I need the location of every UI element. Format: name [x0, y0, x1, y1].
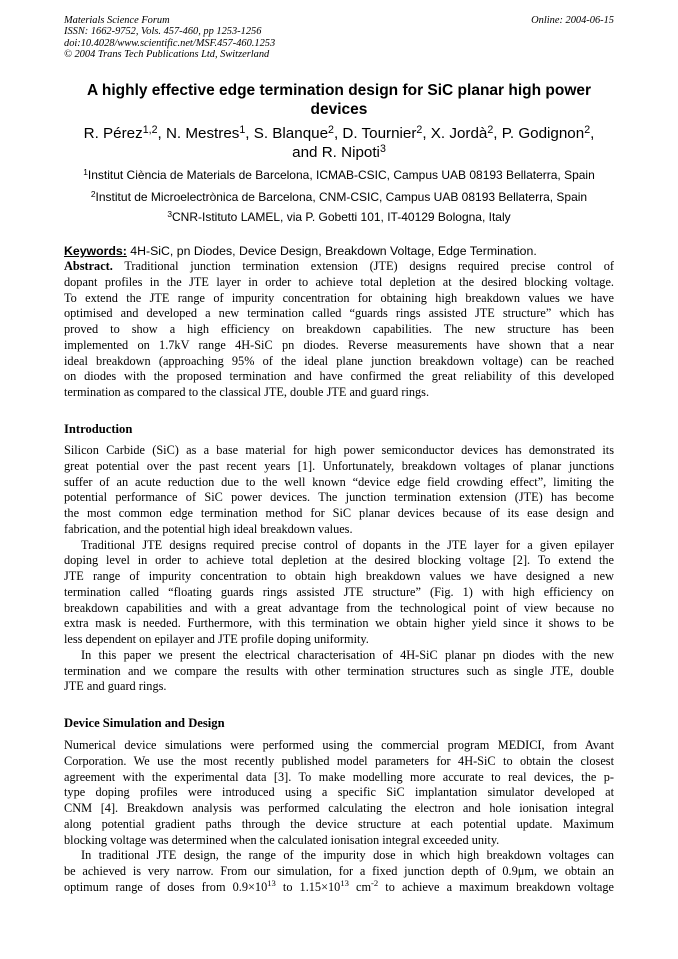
intro-line: suffer of an acute reduction due to the well known “device edge field crowding effect”, limiting the	[64, 474, 614, 489]
abstract-line: on diodes with the proposed termination and have confirmed the great reliability of this developed	[64, 369, 614, 384]
title-line-1: A highly effective edge termination design for SiC planar high power	[86, 82, 592, 99]
device-simulation-body	[64, 738, 614, 896]
device-line: blocking voltage was determined when the calculated ionisation integral exceeded unity.	[64, 832, 500, 847]
device-line: In traditional JTE design, the range of the impurity dose in which high breakdown voltages can	[81, 848, 614, 863]
keywords	[64, 244, 614, 258]
abstract-label: Abstract.	[64, 259, 113, 273]
paper-title	[64, 82, 614, 119]
affiliation-3	[64, 210, 614, 224]
abstract-line: proved to show a high efficiency on breakdown capabilities. The new structure has been	[64, 322, 614, 336]
intro-line: the most common edge termination method for SiC planar devices because of its ease design and	[64, 506, 614, 520]
author-name: and R. Nipoti	[292, 144, 380, 161]
abstract	[64, 259, 614, 401]
author-name: , P. Godignon	[493, 125, 585, 142]
title-line-2: devices	[310, 100, 368, 118]
keywords-text: 4H-SiC, pn Diodes, Device Design, Breakdown Voltage, Edge Termination.	[126, 244, 537, 258]
author-name: , S. Blanque	[245, 125, 329, 142]
author-separator: ,	[590, 125, 595, 142]
copyright-line: © 2004 Trans Tech Publications Ltd, Switzerland	[64, 48, 270, 60]
intro-line: Traditional JTE designs required precise control of dopants in the JTE layer for a given epilayer	[81, 537, 614, 552]
author-name: , N. Mestres	[157, 125, 240, 142]
affiliation-text: CNR-Istituto LAMEL, via P. Gobetti 101, IT-40129 Bologna, Italy	[172, 210, 511, 224]
abstract-line: implemented on 1.7kV range 4H-SiC pn diodes. Reverse measurements have shown that a near	[64, 337, 614, 352]
keywords-label: Keywords:	[64, 244, 127, 258]
abstract-line: Abstract. Traditional junction termination extension (JTE) designs required precise control of	[64, 259, 614, 273]
device-line: agreement with the experimental data [3]. To make modelling more accurate to real devices, the p-	[64, 769, 614, 784]
author-affil-sup: 2	[584, 123, 591, 136]
section-heading-introduction: Introduction	[64, 422, 133, 436]
intro-line: In this paper we present the electrical characterisation of 4H-SiC planar pn diodes with the new	[81, 647, 614, 662]
intro-line: Silicon Carbide (SiC) as a base material for high power semiconductor devices has demonstrated its	[64, 443, 614, 457]
intro-line: termination and we compare the results with other termination structures such as single JTE, double	[64, 663, 614, 678]
device-line: Numerical device simulations were performed using the commercial program MEDICI, from Avant	[64, 738, 614, 752]
intro-line: doping level in order to achieve total depletion at the desired blocking voltage [2]. To extend the	[64, 553, 614, 568]
device-line: optimum range of doses from $0.9\times 10^{13}$ to $1.15\times 10^{13}$ $cm^{-2}$ to achieve a maximum breakdown voltage	[64, 879, 614, 894]
device-line: along potential gradient paths through the device structure at each potential update. Maximum	[64, 816, 614, 831]
abstract-line: To extend the JTE range of impurity concentration for obtaining high breakdown values we have	[64, 290, 614, 305]
intro-line: breakdown capabilities and with a great advantage from the technological point of view because no	[64, 600, 614, 615]
intro-line: less dependent on epilayer and JTE profile doping uniformity.	[64, 632, 369, 646]
author-affil-sup: 1	[239, 123, 246, 136]
journal-name: Materials Science Forum	[64, 15, 170, 26]
affiliation-sup: 3	[167, 208, 173, 219]
affiliation-sup: 2	[90, 188, 96, 199]
device-line: CNM [4]. Breakdown analysis was performed calculating the electron and hole ionisation integral	[64, 801, 614, 815]
intro-line: termination called “floating guards rings assisted JTE structure” (Fig. 1) with high efficiency on	[64, 584, 614, 599]
author-list	[64, 124, 614, 162]
device-line: Corporation. We use the most recently published model parameters for 4H-SiC to obtain the closest	[64, 753, 614, 768]
affiliation-text: Institut Ciència de Materials de Barcelona, ICMAB-CSIC, Campus UAB 08193 Bellaterra, Spain	[87, 168, 595, 182]
author-affil-sup: 2	[487, 123, 494, 136]
intro-line: JTE range of impurity concentration to obtain high breakdown values we have designed a new	[64, 569, 614, 583]
author-affil-sup: 1,2	[142, 123, 158, 136]
author-affil-sup: 2	[328, 123, 334, 136]
affiliation-sup: 1	[83, 166, 88, 177]
author-name: , X. Jordà	[422, 125, 488, 142]
intro-line: fabrication, and the potential high ideal breakdown values.	[64, 521, 353, 536]
author-line-2	[64, 143, 614, 162]
intro-line: potential performance of SiC power devices. The junction termination extension (JTE) has become	[64, 490, 614, 505]
intro-line: great potential over the past recent years [1]. Unfortunately, breakdown voltages of planar junctions	[64, 458, 614, 473]
introduction-body	[64, 443, 614, 695]
abstract-line: dopant profiles in the JTE layer in order to achieve total depletion at the desired blocking voltage.	[64, 274, 614, 289]
intro-line: JTE and guard rings.	[64, 679, 167, 694]
journal-header	[64, 15, 614, 60]
author-affil-sup: 2	[416, 123, 423, 136]
device-line: be achieved is very narrow. From our simulation, for a fixed junction depth of 0.9μm, we obtain an	[64, 864, 614, 878]
author-affil-sup: 3	[379, 142, 386, 155]
affiliation-1	[64, 168, 614, 182]
affiliation-2	[64, 190, 614, 204]
issn-line: ISSN: 1662-9752, Vols. 457-460, pp 1253-1256	[64, 26, 262, 38]
section-heading-device-simulation: Device Simulation and Design	[64, 716, 225, 730]
author-line-1	[64, 124, 614, 143]
online-date: Online: 2004-06-15	[531, 15, 614, 26]
affiliation-text: Institut de Microelectrònica de Barcelona, CNM-CSIC, Campus UAB 08193 Bellaterra, Spain	[95, 190, 588, 204]
abstract-line: ideal breakdown (approaching 95% of the ideal plane junction breakdown voltage) can be reached	[64, 353, 614, 368]
device-line: type doping profiles were introduced using a specific SiC implantation simulator developed at	[64, 785, 614, 800]
author-name: , D. Tournier	[333, 125, 417, 142]
doi-line[interactable]: doi:10.4028/www.scientific.net/MSF.457-460.1253	[64, 37, 276, 49]
abstract-line: optimised and developed a new termination called “guards rings assisted JTE structure” which has	[64, 306, 614, 321]
author-name: R. Pérez	[83, 125, 143, 142]
abstract-line: termination as compared to the classical JTE, double JTE and guard rings.	[64, 385, 430, 399]
intro-line: extra mask is needed. Furthermore, with this termination we obtain higher yield since it shows to be	[64, 616, 614, 631]
